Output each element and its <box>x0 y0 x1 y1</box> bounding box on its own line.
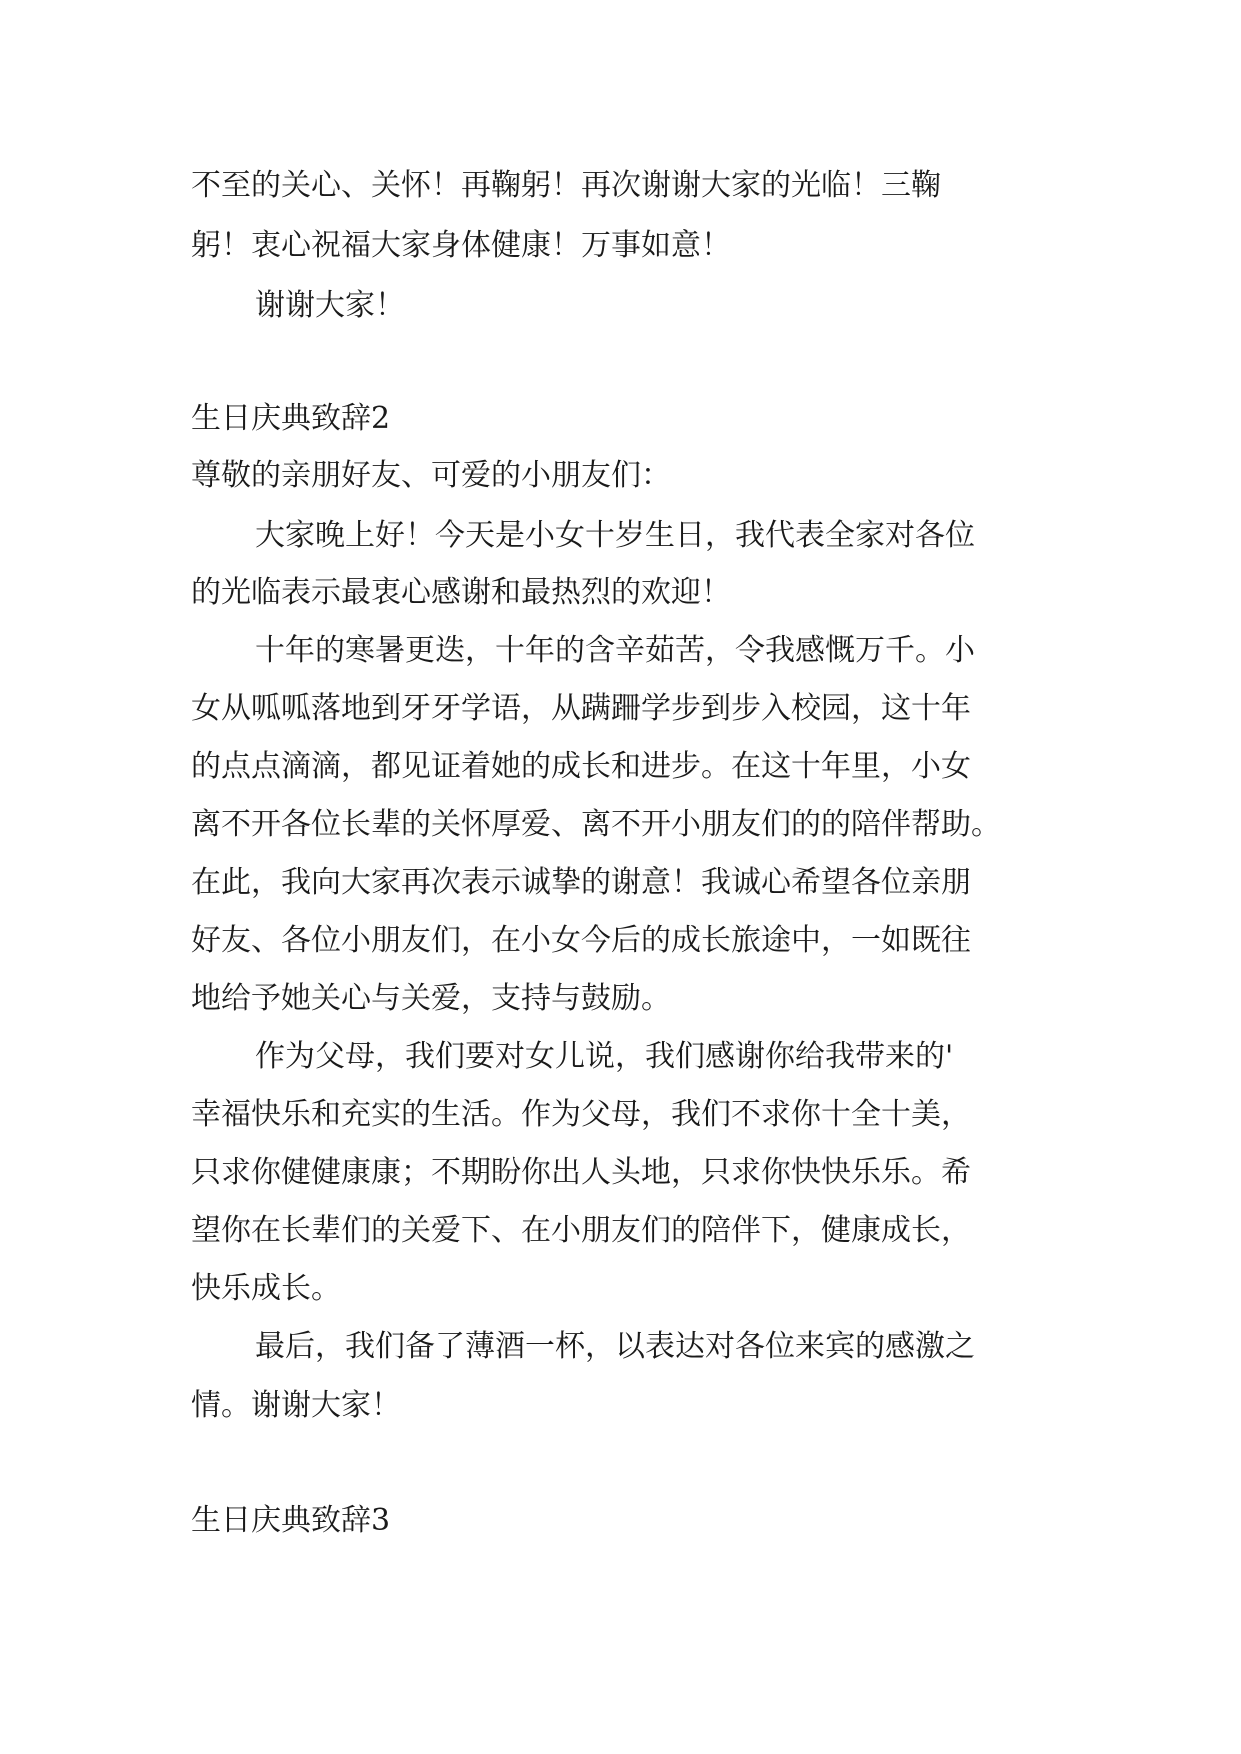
paragraph-line: 的光临表示最衷心感谢和最热烈的欢迎！ <box>191 575 731 610</box>
paragraph-line: 快乐成长。 <box>191 1271 341 1306</box>
paragraph-line: 不至的关心、关怀！再鞠躬！再次谢谢大家的光临！三鞠 <box>191 168 941 203</box>
salutation: 尊敬的亲朋好友、可爱的小朋友们： <box>191 458 671 493</box>
paragraph-line: 女从呱呱落地到牙牙学语，从蹒跚学步到步入校园，这十年 <box>191 691 971 726</box>
paragraph-line: 最后，我们备了薄酒一杯，以表达对各位来宾的感激之 <box>255 1329 975 1364</box>
paragraph-line: 谢谢大家！ <box>255 288 405 323</box>
section-heading: 生日庆典致辞3 <box>191 1503 391 1538</box>
paragraph-line: 好友、各位小朋友们，在小女今后的成长旅途中，一如既往 <box>191 923 971 958</box>
paragraph-line: 情。谢谢大家！ <box>191 1388 401 1423</box>
paragraph-line: 十年的寒暑更迭，十年的含辛茹苦，令我感慨万千。小 <box>255 633 975 668</box>
paragraph-line: 在此，我向大家再次表示诚挚的谢意！我诚心希望各位亲朋 <box>191 865 971 900</box>
paragraph-line: 只求你健健康康；不期盼你出人头地，只求你快快乐乐。希 <box>191 1155 971 1190</box>
paragraph-line: 作为父母，我们要对女儿说，我们感谢你给我带来的' <box>255 1039 954 1074</box>
paragraph-line: 地给予她关心与关爱，支持与鼓励。 <box>191 981 671 1016</box>
paragraph-line: 的点点滴滴，都见证着她的成长和进步。在这十年里，小女 <box>191 749 971 784</box>
paragraph-line: 幸福快乐和充实的生活。作为父母，我们不求你十全十美， <box>191 1097 971 1132</box>
paragraph-line: 离不开各位长辈的关怀厚爱、离不开小朋友们的的陪伴帮助。 <box>191 807 1001 842</box>
paragraph-line: 躬！衷心祝福大家身体健康！万事如意！ <box>191 228 731 263</box>
paragraph-line: 望你在长辈们的关爱下、在小朋友们的陪伴下，健康成长， <box>191 1213 971 1248</box>
paragraph-line: 大家晚上好！今天是小女十岁生日，我代表全家对各位 <box>255 518 975 553</box>
section-heading: 生日庆典致辞2 <box>191 401 391 436</box>
